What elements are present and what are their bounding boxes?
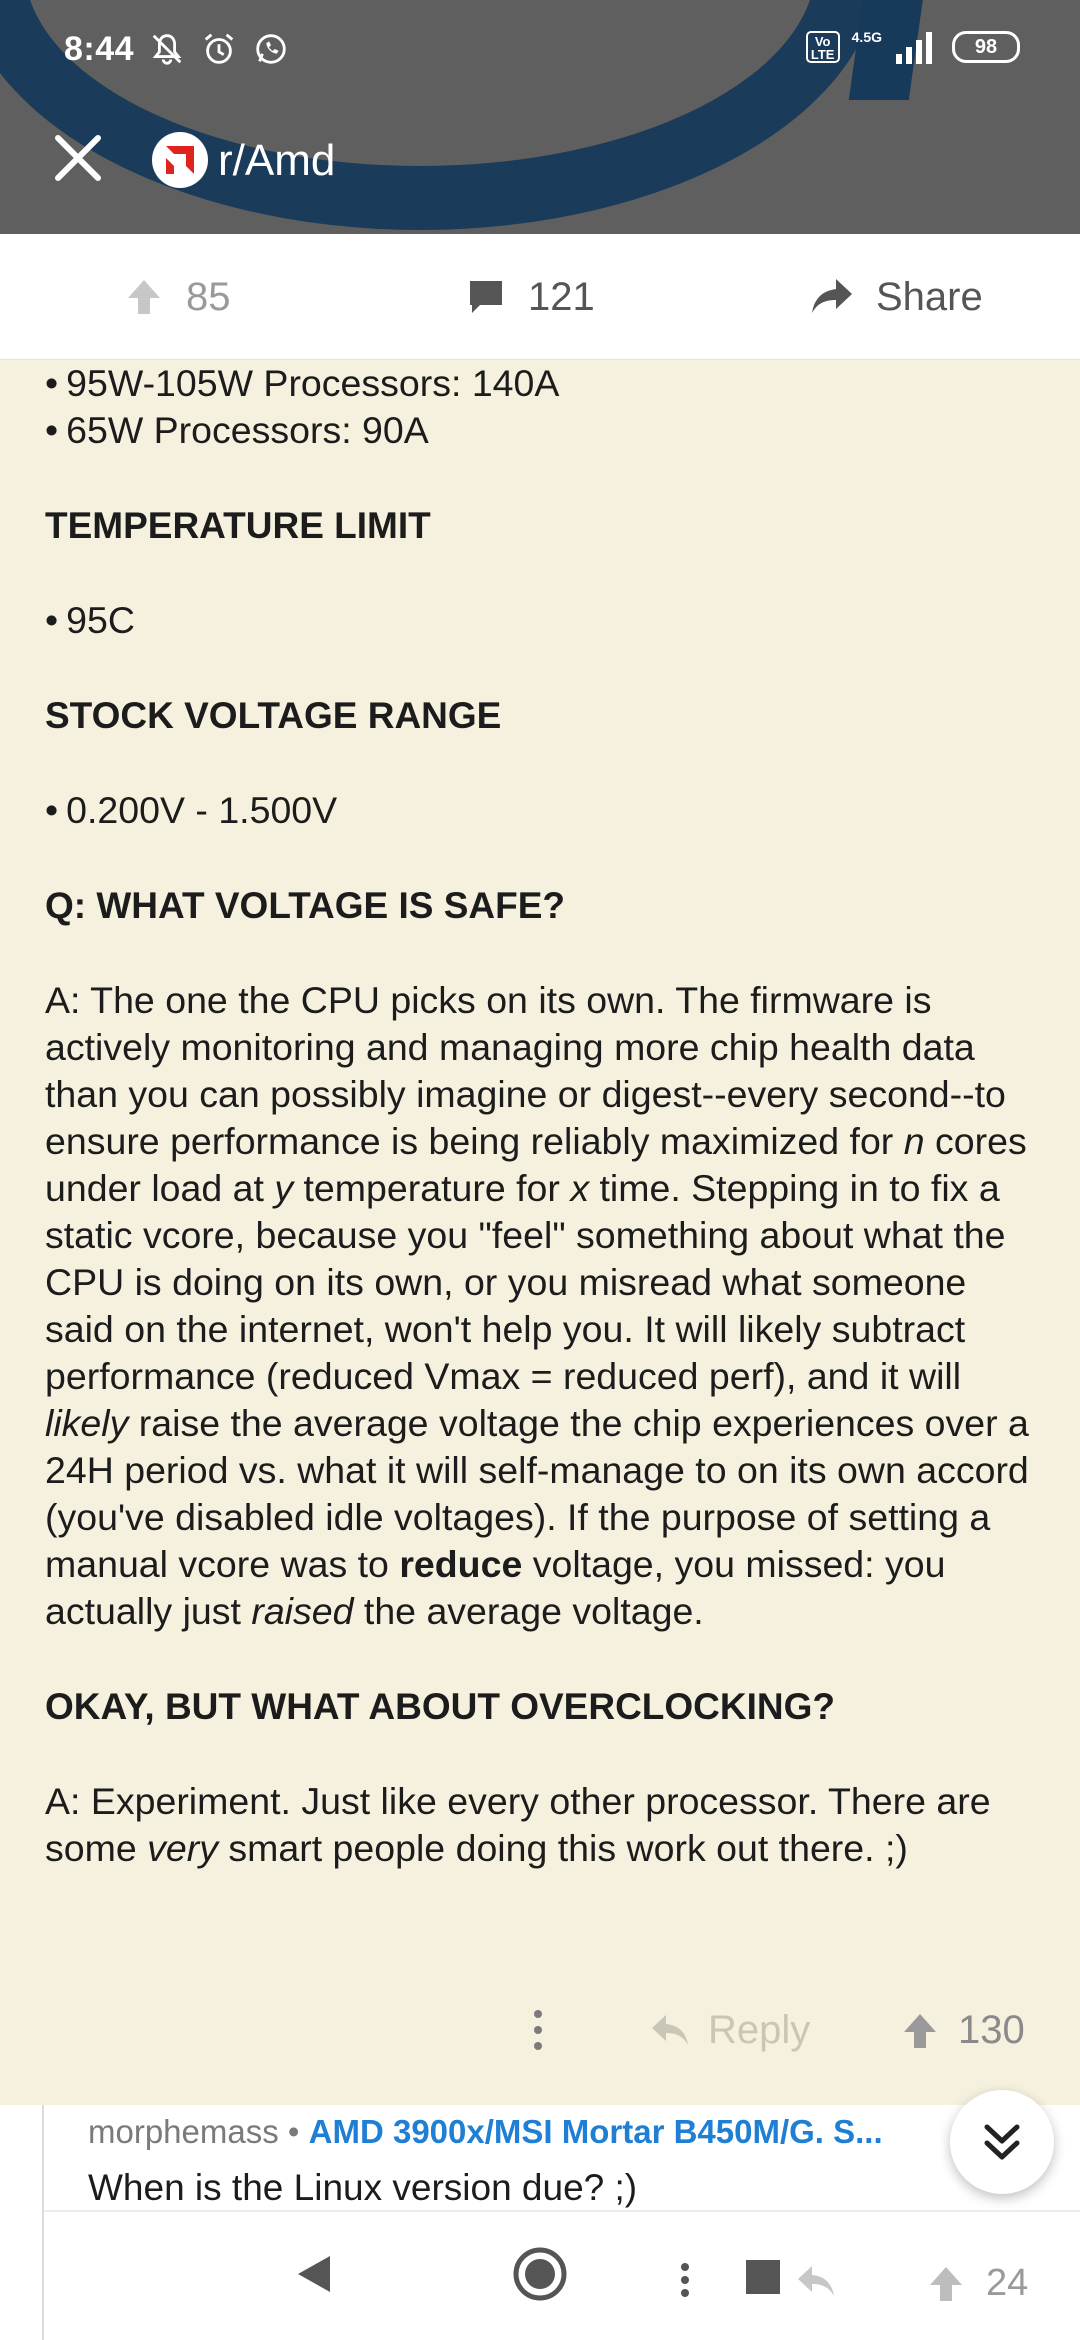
- amd-logo-icon[interactable]: [152, 132, 208, 188]
- reply-text: When is the Linux version due? ;): [88, 2167, 638, 2208]
- reply-label: Reply: [708, 2008, 811, 2052]
- status-icons: [148, 30, 290, 68]
- reply-arrow-icon[interactable]: [796, 2264, 836, 2300]
- upvote-arrow-icon: [124, 277, 164, 317]
- comment-upvote-button[interactable]: [900, 2008, 1025, 2053]
- list-item: • 95C: [45, 597, 1045, 644]
- section-heading: TEMPERATURE LIMIT: [45, 505, 431, 546]
- network-type: 4.5G: [851, 29, 882, 45]
- list-item: • 65W Processors: 90A: [45, 407, 1045, 454]
- answer-paragraph: A: Experiment. Just like every other processor. There are some very smart people doing this work out there. ;): [45, 1780, 991, 1869]
- comment-bubble-icon: [466, 277, 506, 317]
- upvote-button[interactable]: [124, 272, 231, 322]
- close-icon[interactable]: [50, 130, 106, 186]
- reply-upvote-button[interactable]: [926, 2262, 1028, 2305]
- list-item: • 0.200V - 1.500V: [45, 787, 1045, 834]
- more-options-icon[interactable]: [530, 2008, 546, 2052]
- comment-body: [45, 360, 1045, 1872]
- thread-line: [42, 2105, 44, 2340]
- divider: [44, 2210, 1080, 2212]
- recent-apps-icon[interactable]: [746, 2260, 780, 2294]
- battery-indicator: 98: [952, 31, 1020, 63]
- reply-meta: morphemass • AMD 3900x/MSI Mortar B450M/G. S...: [88, 2113, 883, 2150]
- reply-author[interactable]: morphemass: [88, 2113, 279, 2150]
- scroll-next-comment-button[interactable]: [950, 2090, 1054, 2194]
- upvote-arrow-icon: [900, 2011, 940, 2051]
- share-button[interactable]: [810, 272, 983, 322]
- comment-count: 121: [528, 274, 595, 319]
- list-item: • 95W-105W Processors: 140A: [45, 360, 1045, 407]
- whatsapp-icon: [252, 30, 290, 68]
- answer-paragraph: A: The one the CPU picks on its own. The firmware is actively monitoring and managing more chip health data than you can possibly imagine or digest--every second--to ensure performance is being reliably maximized for n cores under load at y temperature for x time. Stepping in to fix a static vcore, because you "feel" something about what the CPU is doing on its own, or you misread what someone said on the internet, won't help you. It will likely subtract performance (reduced Vmax = reduced perf), and it will likely raise the average voltage the chip experiences over a 24H period vs. what it will self-manage to on its own accord (you've disabled idle voltages). If the purpose of setting a manual vcore was to reduce voltage, you missed: you actually just raised the average voltage.: [45, 979, 1029, 1632]
- app-header: [0, 0, 1080, 234]
- alarm-icon: [200, 30, 238, 68]
- reply-vote-count: 24: [986, 2262, 1029, 2304]
- comments-button[interactable]: [466, 272, 595, 322]
- reply-button[interactable]: [650, 2008, 810, 2053]
- user-flair: AMD 3900x/MSI Mortar B450M/G. S...: [308, 2113, 883, 2150]
- back-icon[interactable]: [296, 2254, 332, 2294]
- section-heading: OKAY, BUT WHAT ABOUT OVERCLOCKING?: [45, 1686, 836, 1727]
- home-icon[interactable]: [512, 2246, 568, 2302]
- post-action-bar: [0, 234, 1080, 360]
- reply-preview[interactable]: [0, 2105, 1080, 2340]
- share-arrow-icon: [810, 277, 854, 317]
- upvote-count: 85: [186, 274, 231, 319]
- comment-vote-count: 130: [958, 2008, 1025, 2052]
- status-bar: [0, 0, 1080, 100]
- section-heading: STOCK VOLTAGE RANGE: [45, 695, 502, 736]
- comment-action-bar: [0, 1990, 1080, 2070]
- status-time: 8:44: [64, 30, 135, 68]
- signal-icon: [894, 30, 940, 64]
- reply-arrow-icon: [650, 2013, 690, 2049]
- comment-content-area: [0, 360, 1080, 2105]
- upvote-arrow-icon: [926, 2264, 966, 2304]
- share-label: Share: [876, 274, 983, 319]
- volte-badge: Vo LTE: [806, 31, 840, 63]
- subreddit-name[interactable]: r/Amd: [218, 136, 336, 185]
- section-heading: Q: WHAT VOLTAGE IS SAFE?: [45, 885, 566, 926]
- status-right: [806, 30, 1020, 64]
- more-options-icon[interactable]: [678, 2262, 692, 2298]
- silent-bell-icon: [148, 30, 186, 68]
- double-chevron-down-icon: [977, 2117, 1027, 2167]
